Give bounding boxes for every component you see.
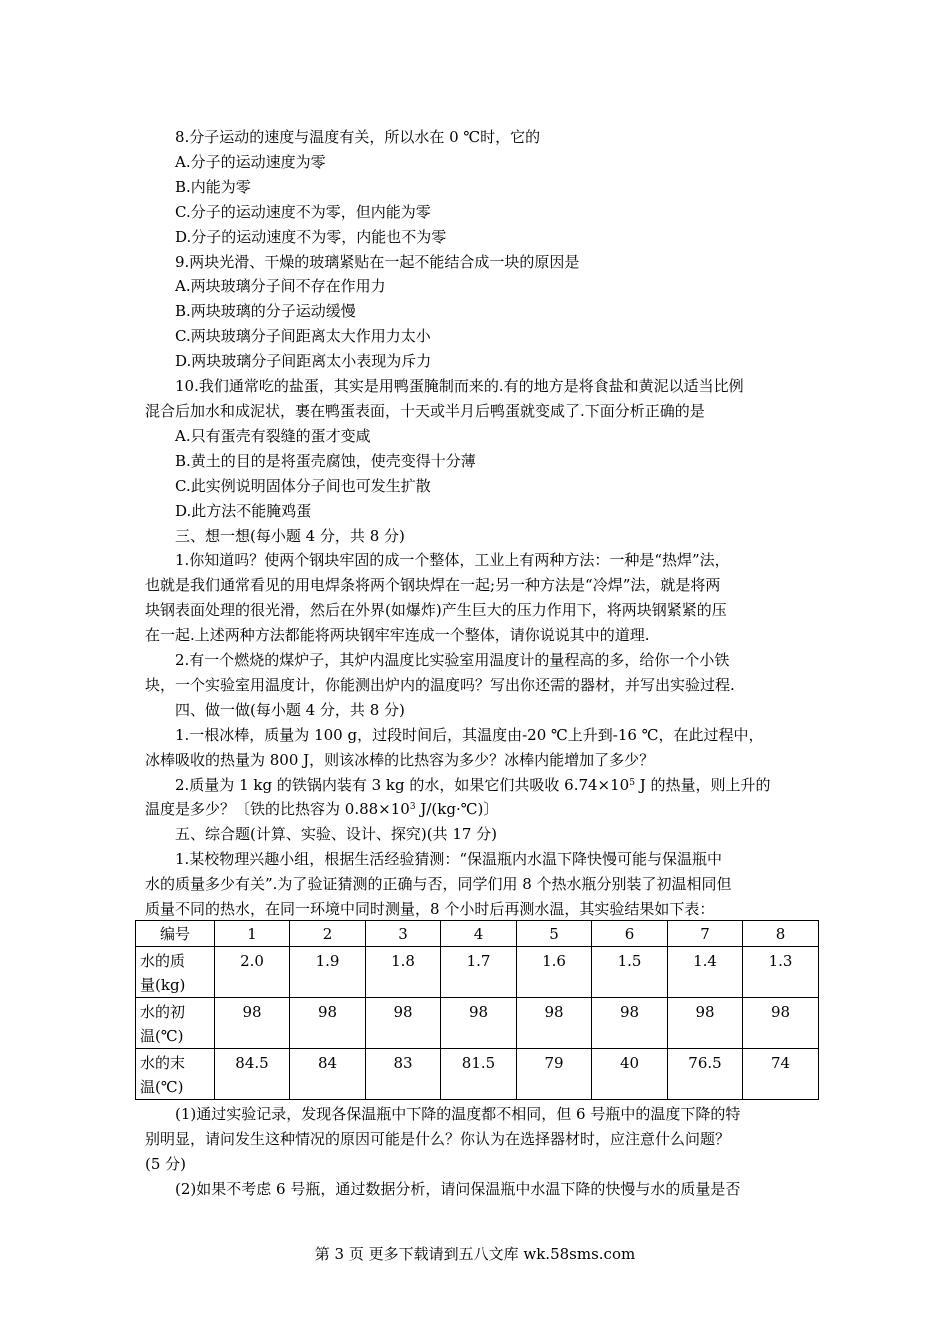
row-label-line: 水的末	[140, 1054, 186, 1072]
table-cell: 1.4	[668, 947, 743, 998]
q9-option-d: D.两块玻璃分子间距离太小表现为斥力	[175, 352, 432, 371]
sec4-q2-text-b: J 的热量，则上升的	[634, 775, 771, 794]
page-footer: 第 3 页 更多下载请到五八文库 wk.58sms.com	[314, 1245, 636, 1263]
row-label-line: 温(℃)	[140, 1078, 184, 1096]
sub-question-1-line2: 别明显，请问发生这种情况的原因可能是什么？你认为在选择器材时，应注意什么问题？	[145, 1129, 731, 1148]
table-cell: 98	[517, 998, 592, 1049]
table-cell: 4	[441, 921, 517, 947]
table-cell: 98	[290, 998, 366, 1049]
table-cell: 74	[743, 1049, 819, 1100]
q9-stem: 9.两块光滑、干燥的玻璃紧贴在一起不能结合成一块的原因是	[175, 252, 580, 271]
table-header-cell	[136, 998, 215, 1049]
sec4-q2-line2	[145, 797, 813, 822]
sec3-q1-line3: 块钢表面处理的很光滑，然后在外界(如爆炸)产生巨大的压力作用下，将两块钢紧紧的压	[145, 601, 727, 620]
table-cell: 2	[290, 921, 366, 947]
q10-option-a: A.只有蛋壳有裂缝的蛋才变咸	[175, 426, 371, 445]
table-cell: 3	[366, 921, 441, 947]
section-3-title: 三、想一想(每小题 4 分，共 8 分)	[175, 526, 405, 545]
sec4-q1-line1: 1.一根冰棒，质量为 100 g，过段时间后，其温度由-20 ℃上升到-16 ℃，在此过程中，	[175, 725, 764, 744]
table-cell: 98	[366, 998, 441, 1049]
table-row	[136, 998, 819, 1049]
sec4-q1-line2: 冰棒吸收的热量为 800 J，则该冰棒的比热容为多少？冰棒内能增加了多少？	[145, 750, 655, 769]
table-header-cell	[136, 1049, 215, 1100]
table-cell: 8	[743, 921, 819, 947]
sec3-q2-line1: 2.有一个燃烧的煤炉子，其炉内温度比实验室用温度计的量程高的多，给你一个小铁	[175, 651, 730, 670]
q10-stem-line1: 10.我们通常吃的盐蛋，其实是用鸭蛋腌制而来的.有的地方是将食盐和黄泥以适当比例	[175, 377, 744, 396]
table-cell: 98	[592, 998, 668, 1049]
section-4-title: 四、做一做(每小题 4 分，共 8 分)	[175, 700, 405, 719]
sec4-q2-exponent-2: 3	[409, 802, 416, 813]
table-cell: 84.5	[215, 1049, 290, 1100]
table-cell: 98	[668, 998, 743, 1049]
experiment-table	[135, 920, 819, 1100]
q10-option-d: D.此方法不能腌鸡蛋	[175, 501, 312, 520]
table-cell: 1.7	[441, 947, 517, 998]
table-cell: 84	[290, 1049, 366, 1100]
table-cell: 98	[743, 998, 819, 1049]
table-cell: 79	[517, 1049, 592, 1100]
sec5-q1-line2: 水的质量多少有关”.为了验证猜测的正确与否，同学们用 8 个热水瓶分别装了初温相同但	[145, 875, 732, 894]
sec4-q2-text-d: J/(kg·℃)〕	[415, 800, 499, 819]
row-label-line: 水的质	[140, 952, 186, 970]
sec4-q2-text-c: 温度是多少？〔铁的比热容为 0.88×10	[145, 800, 410, 819]
row-label-line: 量(kg)	[140, 976, 186, 994]
sec3-q1-line4: 在一起.上述两种方法都能将两块钢牢牢连成一个整体，请你说说其中的道理.	[145, 626, 650, 645]
table-cell: 1.3	[743, 947, 819, 998]
q9-option-b: B.两块玻璃的分子运动缓慢	[175, 302, 356, 321]
sub-question-1-line3: (5 分)	[145, 1154, 187, 1173]
sec4-q2-line1	[145, 773, 813, 798]
table-cell: 5	[517, 921, 592, 947]
table-cell: 1	[215, 921, 290, 947]
sec5-q1-line3: 质量不同的热水，在同一环境中同时测量，8 个小时后再测水温，其实验结果如下表：	[145, 900, 715, 919]
table-row	[136, 1049, 819, 1100]
q8-option-a: A.分子的运动速度为零	[175, 152, 326, 171]
table-cell: 7	[668, 921, 743, 947]
sec4-q2-text-a: 2.质量为 1 kg 的铁锅内装有 3 kg 的水，如果它们共吸收 6.74×10	[175, 775, 630, 794]
table-cell: 1.9	[290, 947, 366, 998]
table-header-cell	[136, 947, 215, 998]
table-cell: 1.8	[366, 947, 441, 998]
table-row	[136, 921, 819, 947]
follow-up-questions	[145, 1102, 813, 1202]
sub-question-1-line1: (1)通过实验记录，发现各保温瓶中下降的温度都不相同，但 6 号瓶中的温度下降的特	[175, 1105, 741, 1123]
table-cell: 81.5	[441, 1049, 517, 1100]
sub-question-2-line1: (2)如果不考虑 6 号瓶，通过数据分析，请问保温瓶中水温下降的快慢与水的质量是否	[175, 1179, 741, 1198]
table-cell: 76.5	[668, 1049, 743, 1100]
row-label-line: 水的初	[140, 1003, 186, 1021]
sec3-q1-line1: 1.你知道吗？使两个钢块牢固的成一个整体，工业上有两种方法：一种是“热焊”法，	[175, 551, 730, 570]
q10-option-b: B.黄土的目的是将蛋壳腐蚀，使壳变得十分薄	[175, 451, 476, 470]
q8-stem: 8.分子运动的速度与温度有关，所以水在 0 ℃时，它的	[175, 128, 541, 146]
q8-option-c: C.分子的运动速度不为零，但内能为零	[175, 202, 431, 221]
table-cell: 6	[592, 921, 668, 947]
sec3-q1-line2: 也就是我们通常看见的用电焊条将两个钢块焊在一起;另一种方法是“冷焊”法，就是将两	[145, 576, 721, 595]
q8-option-d: D.分子的运动速度不为零，内能也不为零	[175, 227, 447, 246]
table-cell: 1.6	[517, 947, 592, 998]
q10-stem-line2: 混合后加水和成泥状，裹在鸭蛋表面，十天或半月后鸭蛋就变咸了.下面分析正确的是	[145, 401, 705, 420]
section-5-title: 五、综合题(计算、实验、设计、探究)(共 17 分)	[175, 825, 498, 844]
row-label-line: 温(℃)	[140, 1027, 184, 1045]
q8-option-b: B.内能为零	[175, 177, 251, 196]
table-cell: 98	[441, 998, 517, 1049]
q9-option-c: C.两块玻璃分子间距离太大作用力太小	[175, 327, 431, 346]
table-cell: 1.5	[592, 947, 668, 998]
table-cell: 2.0	[215, 947, 290, 998]
table-header-cell: 编号	[136, 921, 215, 947]
sec4-q2-exponent: 5	[629, 777, 635, 788]
sec5-q1-line1: 1.某校物理兴趣小组，根据生活经验猜测：“保温瓶内水温下降快慢可能与保温瓶中	[175, 850, 722, 869]
table-cell: 83	[366, 1049, 441, 1100]
table-cell: 40	[592, 1049, 668, 1100]
table-cell: 98	[215, 998, 290, 1049]
question-block	[145, 125, 813, 922]
sec3-q2-line2: 块，一个实验室用温度计，你能测出炉内的温度吗？写出你还需的器材，并写出实验过程.	[145, 675, 735, 694]
table-row	[136, 947, 819, 998]
q10-option-c: C.此实例说明固体分子间也可发生扩散	[175, 476, 431, 495]
q9-option-a: A.两块玻璃分子间不存在作用力	[175, 277, 386, 296]
